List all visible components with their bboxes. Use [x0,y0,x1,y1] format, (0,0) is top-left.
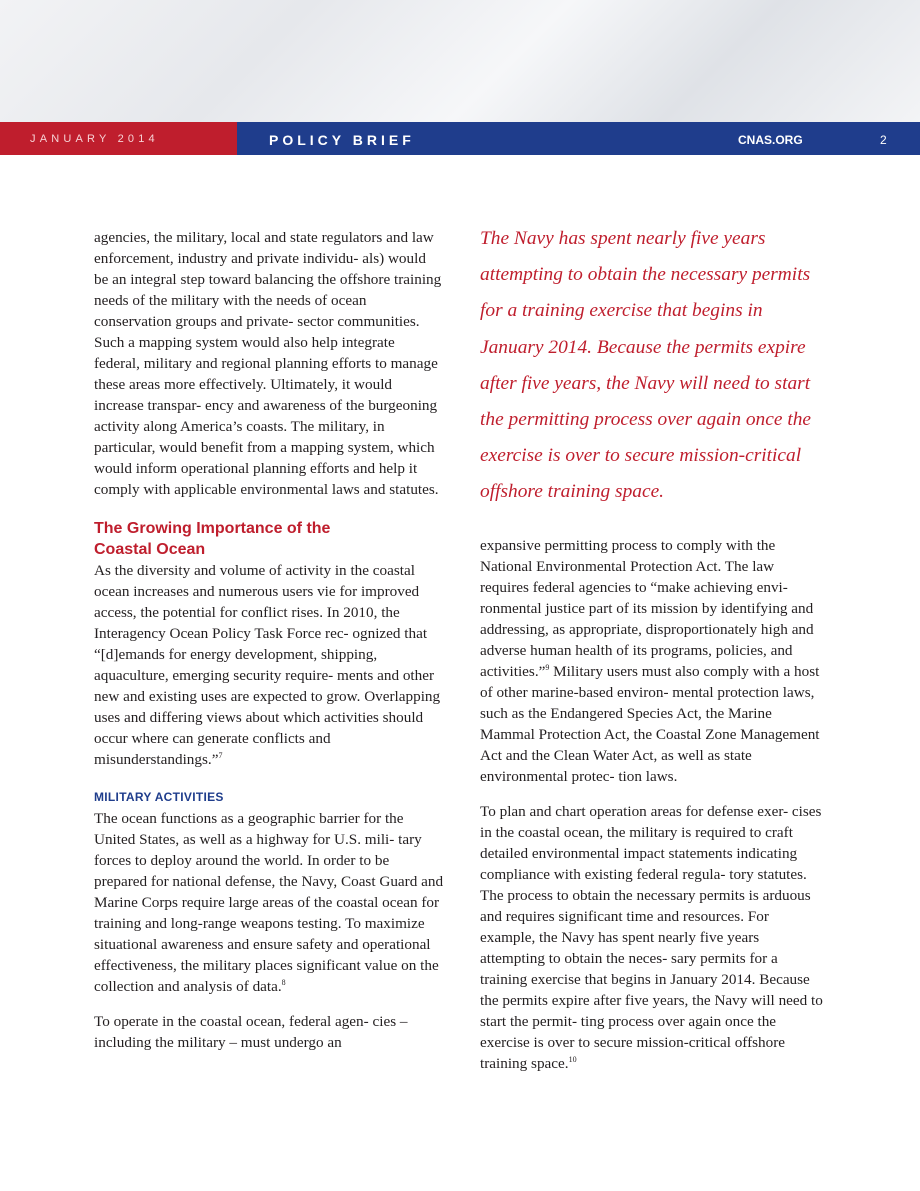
header-background [0,0,920,122]
right-column [480,535,825,1074]
operation-areas-paragraph [480,801,825,1074]
continued-paragraph: agencies, the military, local and state regulators and law enforcement, industry and private individu- als) would be an integral step toward balancing the offshore training needs of the military with the needs of ocean conservation groups and private- sector communities. Such a mapping system would also help integrate federal, military and regional planning efforts to manage these areas more effectively. Ultimately, it would increase transpar- ency and awareness of the burgeoning activity along America’s coasts. The military, in particular, would benefit from a mapping system, which would inform operational planning efforts and help it comply with applicable environmental laws and statutes. [94,229,442,498]
subsection-heading: MILITARY ACTIVITIES [94,790,224,804]
issue-date: JANUARY 2014 [30,133,159,145]
header-bar [0,122,920,155]
left-column [94,227,444,1053]
permitting-paragraph [480,535,825,787]
operate-paragraph: To operate in the coastal ocean, federal agen- cies – including the military – must undergo an [94,1013,408,1051]
page-number: 2 [880,133,887,147]
footnote-ref-10[interactable]: 10 [568,1055,577,1064]
publication-type: POLICY BRIEF [269,132,415,148]
website-link[interactable]: CNAS.ORG [738,133,803,147]
pull-quote: The Navy has spent nearly five years attempting to obtain the necessary permits for a training exercise that begins in January 2014. Because the permits expire after five years, the Navy will need to start the permitting process over again once the exercise is over to secure mission-critical offshore training space. [480,228,812,503]
military-paragraph [94,808,444,997]
section-paragraph-text: As the diversity and volume of activity in the coastal ocean increases and numerous users vie for improved access, the potential for conflict rises. In 2010, the Interagency Ocean Policy Task Force rec- ognized that “[d]emands for energy development, shipping, aquaculture, emerging security require- ments and other new and existing uses are expected to grow. Overlapping uses and differing views about which activities should occur where can generate conflicts and misunderstandings.” [94,562,441,768]
section-paragraph [94,560,444,770]
permitting-paragraph-text-b: Military users must also comply with a host of other marine-based environ- mental protection laws, such as the Endangered Species Act, the Marine Mammal Protection Act, the Coastal Zone Management Act and the Clean Water Act, as well as state environmental protec- tion laws. [480,663,820,785]
section-heading: The Growing Importance of the Coastal Ocean [94,520,331,558]
footnote-ref-9[interactable]: 9 [545,663,550,672]
military-paragraph-text: The ocean functions as a geographic barrier for the United States, as well as a highway for U.S. mili- tary forces to deploy around the world. In order to be prepared for national defense, the Navy, Coast Guard and Marine Corps require large areas of the coastal ocean for training and long-range weapons testing. To maximize situational awareness and ensure safety and operational effectiveness, the military places significant value on the collection and analysis of data. [94,810,444,995]
footnote-ref-8[interactable]: 8 [281,978,286,987]
permitting-paragraph-text-a: expansive permitting process to comply with the National Environmental Protection Act. The law requires federal agencies to “make achieving envi- ronmental justice part of its mission by identifying and addressing, as appropriate, disproportionately high and adverse human health of its programs, policies, and activities.” [480,537,814,680]
operation-areas-paragraph-text: To plan and chart operation areas for defense exer- cises in the coastal ocean, the military is required to craft detailed environmental impact statements indicating compliance with existing federal regula- tory statutes. The process to obtain the necessary permits is arduous and requires significant time and resources. For example, the Navy has spent nearly five years attempting to obtain the neces- sary permits for a training exercise that begins in January 2014. Because the permits expire after five years, the Navy will need to start the permit- ting process over again once the exercise is over to secure mission-critical offshore training space. [480,803,823,1072]
footnote-ref-7[interactable]: 7 [218,751,223,760]
